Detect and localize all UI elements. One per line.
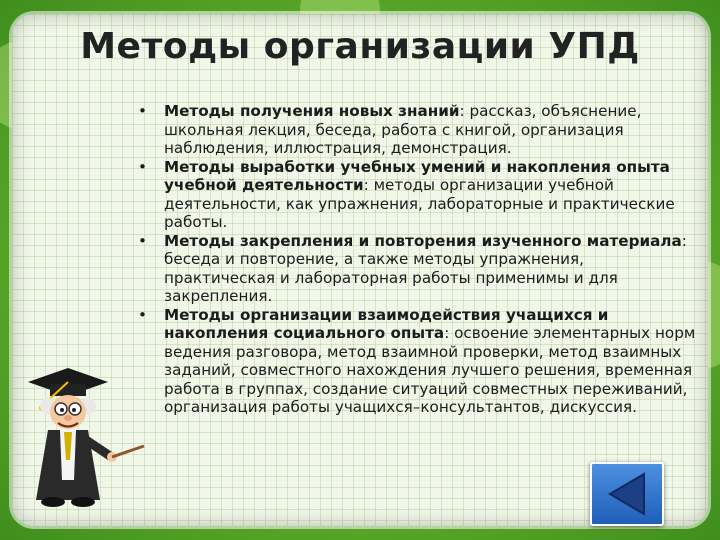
bullet: • — [138, 305, 147, 324]
back-button[interactable] — [590, 462, 664, 526]
slide-title: Методы организации УПД — [80, 26, 640, 67]
list-item — [138, 306, 698, 417]
list-item — [138, 102, 698, 158]
method-description: : методы организации учебной деятельности, как упражнения, лабораторные и практические работы. — [164, 176, 675, 231]
method-description: : освоение элементарных норм ведения разговора, метод взаимной проверки, метод взаимных заданий, совместного нахождения лучшего решения, временная работа в группах, создание ситуаций совместных переживаний, организация работы учащихся–консультантов, дискуссия. — [164, 324, 696, 416]
method-name: Методы организации взаимодействия учащихся и накопления социального опыта — [164, 305, 609, 342]
method-name: Методы получения новых знаний — [164, 102, 460, 120]
list-item — [138, 232, 698, 306]
professor-with-pointer-icon — [18, 360, 148, 510]
triangle-left-icon — [592, 464, 662, 524]
methods-list — [138, 102, 698, 417]
method-name: Методы закрепления и повторения изученного материала — [164, 231, 682, 250]
bullet: • — [138, 157, 147, 176]
bullet: • — [138, 231, 147, 250]
method-description: : рассказ, объяснение, школьная лекция, беседа, работа с книгой, организация наблюдения, иллюстрация, демонстрация. — [164, 102, 642, 157]
method-description: : беседа и повторение, а также методы упражнения, практическая и лабораторная работы применимы и для закрепления. — [164, 231, 687, 305]
bullet: • — [138, 102, 147, 120]
list-item — [138, 158, 698, 232]
method-name: Методы выработки учебных умений и накопления опыта учебной деятельности — [164, 157, 670, 194]
